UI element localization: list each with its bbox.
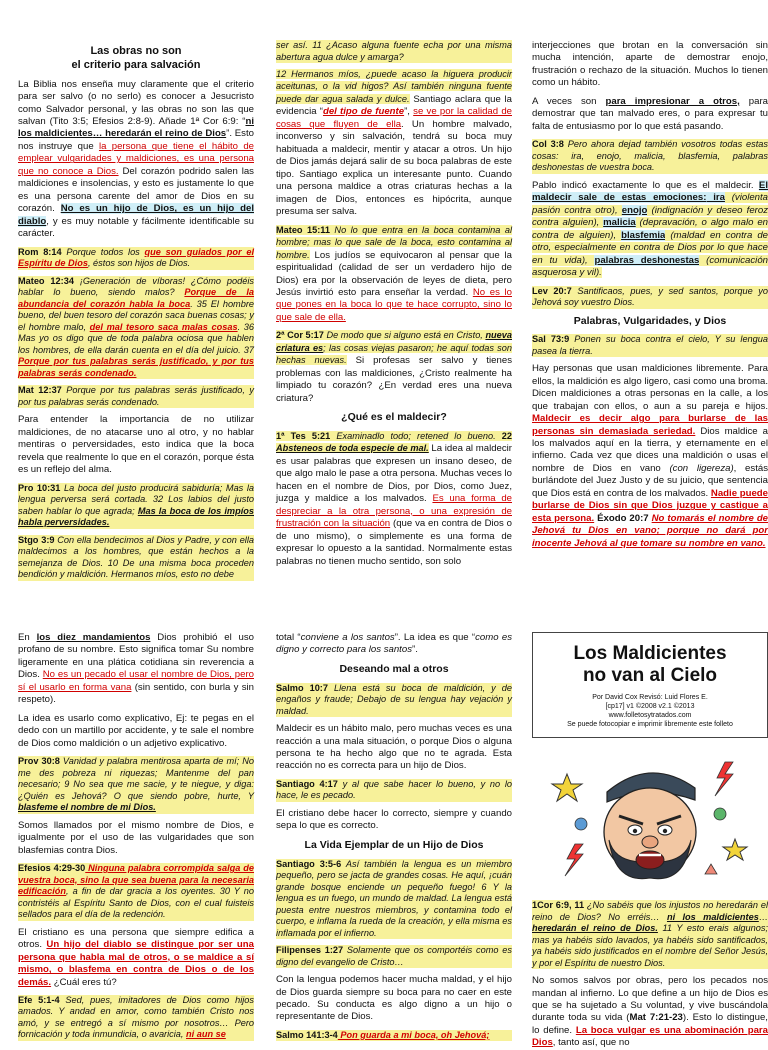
- section-heading-exemplary-life: La Vida Ejemplar de un Hijo de Dios: [304, 838, 484, 851]
- verse-lev-20-7: Lev 20:7 Santificaos, pues, y sed santos, porque yo Jehová soy vuestro Dios.: [532, 285, 768, 308]
- angry-face-illustration: [545, 744, 755, 894]
- column-4: [18, 632, 255, 1040]
- paragraph: Somos llamados por el mismo nombre de Dios, e igualmente por el uso de las vulgaridades que son blasfemias contra Dios.: [18, 819, 254, 856]
- verse-stgo-3-9: Stgo 3:9 Con ella bendecimos al Dios y Padre, y con ella maldecimos a los hombres, que están hechos a la semejanza de Dios. 10 De una misma boca proceden bendición y maldición. Hermanos míos, esto no debe: [18, 534, 254, 580]
- paragraph: interjecciones que brotan en la conversación sin mucha intención, aparte de demostrar enojo, frustración o rechazo de la situación. Muchos lo tienen como un hábito.: [532, 40, 768, 89]
- credits: Por David Cox Revisó: Luid Flores E. [cp17] v1 ©2008 v2.1 ©2013 www.folletosytratados.com Se puede fotocopiar e imprimir libremente este folleto: [567, 693, 733, 728]
- paragraph: total “conviene a los santos”. La idea es que “como es digno y correcto para los santos”.: [276, 632, 512, 656]
- paragraph: No somos salvos por obras, pero los pecados nos mandan al infierno. Lo que define a un hijo de Dios es que se ha sujetado a Su voluntad, y vive buscándola durante toda su vida (Mat 7:21-23). Esto lo distingue, lo define. La boca vulgar es una abominación para Dios, tanto así, que no: [532, 975, 768, 1049]
- verse-prov-30-8: Prov 30:8 Vanidad y palabra mentirosa aparta de mí; No me des pobreza ni riquezas; Mantenme del pan necesario; 9 No sea que me sacie, y te niegue, y diga: ¿Quién es Jehová? O que siendo pobre, hurte, Y blasfeme el nombre de mi Dios.: [18, 756, 254, 813]
- paragraph: Con la lengua podemos hacer mucha maldad, y el hijo de Dios guarda siempre su boca para no caer en este pecado. Su conducta es algo digno a un hijo o representante de Dios.: [276, 974, 512, 1023]
- verse-mat-12-37: Mat 12:37 Porque por tus palabras serás justificado, y por tus palabras serás condenado.: [18, 385, 254, 407]
- paragraph: El cristiano debe hacer lo correcto, siempre y cuando sepa lo que es correcto.: [276, 807, 512, 832]
- verse-mat-12-34: Mateo 12:34 ¡Generación de víboras! ¿Cómo podéis hablar lo bueno, siendo malos? Porque de la abundancia del corazón habla la boca. 35 El hombre bueno, del buen tesoro del corazón saca buenas cosas; y el hombre malo, del mal tesoro saca malas cosas. 36 Mas yo os digo que de toda palabra ociosa que hablen los hombres, de ella darán cuenta en el día del juicio. 37 Porque por tus palabras serás justificado, y por tus palabras serás condenado.: [18, 275, 255, 378]
- section-heading-works: Las obras no son el criterio para salvación: [71, 45, 201, 72]
- column-2: [276, 40, 513, 567]
- paragraph: Maldecir es un hábito malo, pero muchas veces es una reacción a una mala situación, o porque Dios o alguna persona te ha hecho algo que no te agrada. Esta reacción no es correcta para un hijo de Dios.: [276, 723, 512, 772]
- verse-stgo-3-11: ser así. 11 ¿Acaso alguna fuente echa por una misma abertura agua dulce y amarga?: [276, 40, 512, 62]
- section-heading-wishing-evil: Deseando mal a otros: [339, 662, 449, 675]
- paragraph: A veces son para impresionar a otros, para demostrar que tan malvado eres, o para expresar tu falta de entusiasmo por lo que está pasando.: [532, 95, 768, 132]
- verse-filipenses-1-27: Filipenses 1:27 Solamente que os comportéis como es digno del evangelio de Cristo…: [276, 945, 512, 967]
- verse-efesios-4-29: Efesios 4:29-30 Ninguna palabra corrompida salga de vuestra boca, sino la que sea buena para la necesaria edificación, a fin de dar gracia a los oyentes. 30 Y no contristéis al Espíritu Santo de Dios, con el cual fuisteis sellados para el día de la redención.: [18, 863, 254, 920]
- column-3: [532, 40, 768, 549]
- tract-title: Los Maldicientes no van al Cielo: [573, 643, 727, 686]
- verse-rom-8-14: Rom 8:14 Porque todos los que son guiados por el Espíritu de Dios, éstos son hijos de Dios.: [18, 246, 255, 269]
- verse-col-3-8: Col 3:8 Pero ahora dejad también vosotros todas estas cosas: ira, enojo, malicia, blasfemia, palabras deshonestas de vuestra boca.: [532, 139, 768, 173]
- paragraph: La idea es usarlo como explicativo, Ej: te pegas en el dedo con un martillo por accidente, y te sale el nombre de Dios como maldición o un adjetivo explicativo.: [18, 712, 254, 749]
- paragraph: 12 Hermanos míos, ¿puede acaso la higuera producir aceitunas, o la vid higos? Así también ninguna fuente puede dar agua salada y dulce. Santiago aclara que la evidencia “del tipo de fuente”, se ve por la calidad de cosas que fluyen de ella. Un hombre malvado, inconverso y sin salvación, tendrá su boca muy habituada a maldecir, mentir y atacar a otros. Un hijo de Dios jamás dejará salir de su boca palabras de este tipo. Santiago explica un interesante punto. Cuando una persona maldice a otras criaturas hechas a la imagen de Dios, entonces es hipócrita, aunque presuma ser salva.: [276, 69, 513, 218]
- column-6-cover: [532, 632, 768, 1049]
- verse-santiago-3-5: Santiago 3:5-6 Así también la lengua es un miembro pequeño, pero se jacta de grandes cosas. He aquí, ¡cuán grande bosque enciende un pequeño fuego! 6 Y la lengua es un fuego, un mundo de maldad. La lengua está puesta entre nuestros miembros, y contamina todo el cuerpo, e inflama la rueda de la creación, y ella misma es inflamada por el infierno.: [276, 858, 513, 938]
- column-1: [18, 40, 255, 580]
- section-heading-what-is-cursing: ¿Qué es el maldecir?: [341, 411, 447, 424]
- paragraph: En los diez mandamientos Dios prohibió el uso profano de su nombre. Esto significa tomar Su nombre ligeramente en una plática cotidiana sin reverencia a Dios. No es un pecado el usar el nombre de Dios, pero sí el usarlo en forma vana (sin sentido, con burla y sin respeto).: [18, 632, 255, 706]
- paragraph: Hay personas que usan maldiciones libremente. Para ellos, la maldición es algo ligero, casi como una broma. Dicen maldiciones a otras personas en la calle, a los que trabajan con ellos, o aun a su pareja e hijos. Maldecir es decir algo para burlarse de las personas sin demasiada seriedad. Dios maldice a los malvados aquí en la tierra, y eternamente en el infierno. Cada vez que dices una maldición o usas el nombre de Dios en vano (con ligereza), estás burlándote del Juez Justo y de su juicio, que sentencia que Dios está en contra de los malvados. Nadie puede burlarse de Dios sin que Dios juzgue y castigue a esta persona. Éxodo 20:7 No tomarás el nombre de Jehová tu Dios en vano; porque no dará por inocente Jehová al que tomare su nombre en vano.: [532, 363, 768, 549]
- verse-salmo-10-7: Salmo 10:7 Llena está su boca de maldición, y de engaños y fraude; Debajo de su lengua hay vejación y maldad.: [276, 682, 512, 716]
- column-5: [276, 632, 513, 1040]
- paragraph: El cristiano es una persona que siempre edifica a otros. Un hijo del diablo se distingue por ser una persona que habla mal de otros, o se maldice a sí mismo, o blasfema en contra de Dios o de los demás. ¿Cuál eres tú?: [18, 926, 254, 988]
- paragraph: 1ª Tes 5:21 Examinadlo todo; retened lo bueno. 22 Absteneos de toda especie de mal. La idea al maldecir es usar palabras que expresen un insano deseo, de que algo malo le pase a otra persona. Muchas veces lo hacen en el nombre de Dios, por Dios, como Juez, juzga y maldice a los malvados. Es una forma de despreciar a la otra persona, o una expresión de frustración con la situación (que va en contra de Dios o de uno mismo), o simplemente es una forma de expresar lo opuesto a la santidad. Normalmente estas palabras no tienen mucho sentido, son solo: [276, 430, 512, 567]
- paragraph: Para entender la importancia de no utilizar maldiciones, de no atacarse uno al otro, y no hablar mentiras o perversidades, esto indica que la boca revela que realmente lo que en el corazón, porque ésta es un reflejo del alma.: [18, 414, 254, 476]
- paragraph: La Biblia nos enseña muy claramente que el criterio para ser salvo (o no serlo) es conocer a Jesucristo como Salvador personal, y las obras no son las que salvan (Tito 3:5; Efesios 2:8-9). Añade 1ª Cor 6:9: “ni los maldicientes… heredarán el reino de Dios”. Esto nos instruye que la persona que tiene el hábito de emplear vulgaridades y maldiciones, es una persona que no conoce a Dios. Del corazón podrido salen las maldiciones e insolencias, y esto es justamente lo que es una persona carente del amor de Dios en su corazón. No es un hijo de Dios, es un hijo del diablo, y es muy notable y fácilmente identificable su carácter.: [18, 78, 254, 240]
- verse-efe-5-1: Efe 5:1-4 Sed, pues, imitadores de Dios como hijos amados. Y andad en amor, como también Cristo nos amó, y se entregó a sí mismo por nosotros… Pero fornicación y toda inmundicia, o avaricia, ni aun se: [18, 994, 254, 1040]
- verse-santiago-4-17: Santiago 4:17 y al que sabe hacer lo bueno, y no lo hace, le es pecado.: [276, 778, 512, 801]
- cover-title-box: [532, 632, 768, 738]
- paragraph: Pablo indicó exactamente lo que es el maldecir. El maldecir sale de estas emociones: ira (violenta pasión contra otro), enojo (indignación y deseo feroz contra alguien), malicia (depravación, o algo malo en contra de alguien), blasfemia (maldad en contra de otro, especialmente en contra de Dios por lo que hace en tu vida), palabras deshonestas (comunicación asquerosa y vil).: [532, 179, 768, 279]
- verse-1cor-6-9: 1Cor 6:9, 11 ¿No sabéis que los injustos no heredarán el reino de Dios? No erréis… ni los maldicientes… heredarán el reino de Dios. 11 Y esto erais algunos; mas ya habéis sido lavados, ya habéis sido santificados, ya habéis sido justificados en el nombre del Señor Jesús, y por el Espíritu de nuestro Dios.: [532, 900, 768, 968]
- paragraph: Mateo 15:11 No lo que entra en la boca contamina al hombre; mas lo que sale de la boca, esto contamina al hombre. Los judíos se equivocaron al pensar que la espiritualidad (calidad de ser un verdadero hijo de Dios) era por la observación de leyes de dieta, pero Jesús invirtió esto para enseñar la verdad. No es lo que pones en la boca lo que te hace corrupto, sino lo que sale de ella.: [276, 224, 512, 323]
- verse-sal-73-9: Sal 73:9 Ponen su boca contra el cielo, Y su lengua pasea la tierra.: [532, 334, 768, 356]
- verse-salmo-141-3: Salmo 141:3-4 Pon guarda a mi boca, oh Jehová;: [276, 1030, 512, 1042]
- verse-pro-10-31: Pro 10:31 La boca del justo producirá sabiduría; Mas la lengua perversa será cortada. 32 Los labios del justo saben hablar lo que agrada; Mas la boca de los impíos habla perversidades.: [18, 482, 255, 528]
- paragraph: 2ª Cor 5:17 De modo que si alguno está en Cristo, nueva criatura es; las cosas viejas pasaron; he aquí todas son hechas nuevas. Si profesas ser salvo y tienes problemas con las maldiciones, ¿Cristo realmente ha limpiado tu corazón? ¿En verdad eres una nueva criatura?: [276, 330, 512, 404]
- section-heading-words-vulgarities: Palabras, Vulgaridades, y Dios: [573, 314, 727, 327]
